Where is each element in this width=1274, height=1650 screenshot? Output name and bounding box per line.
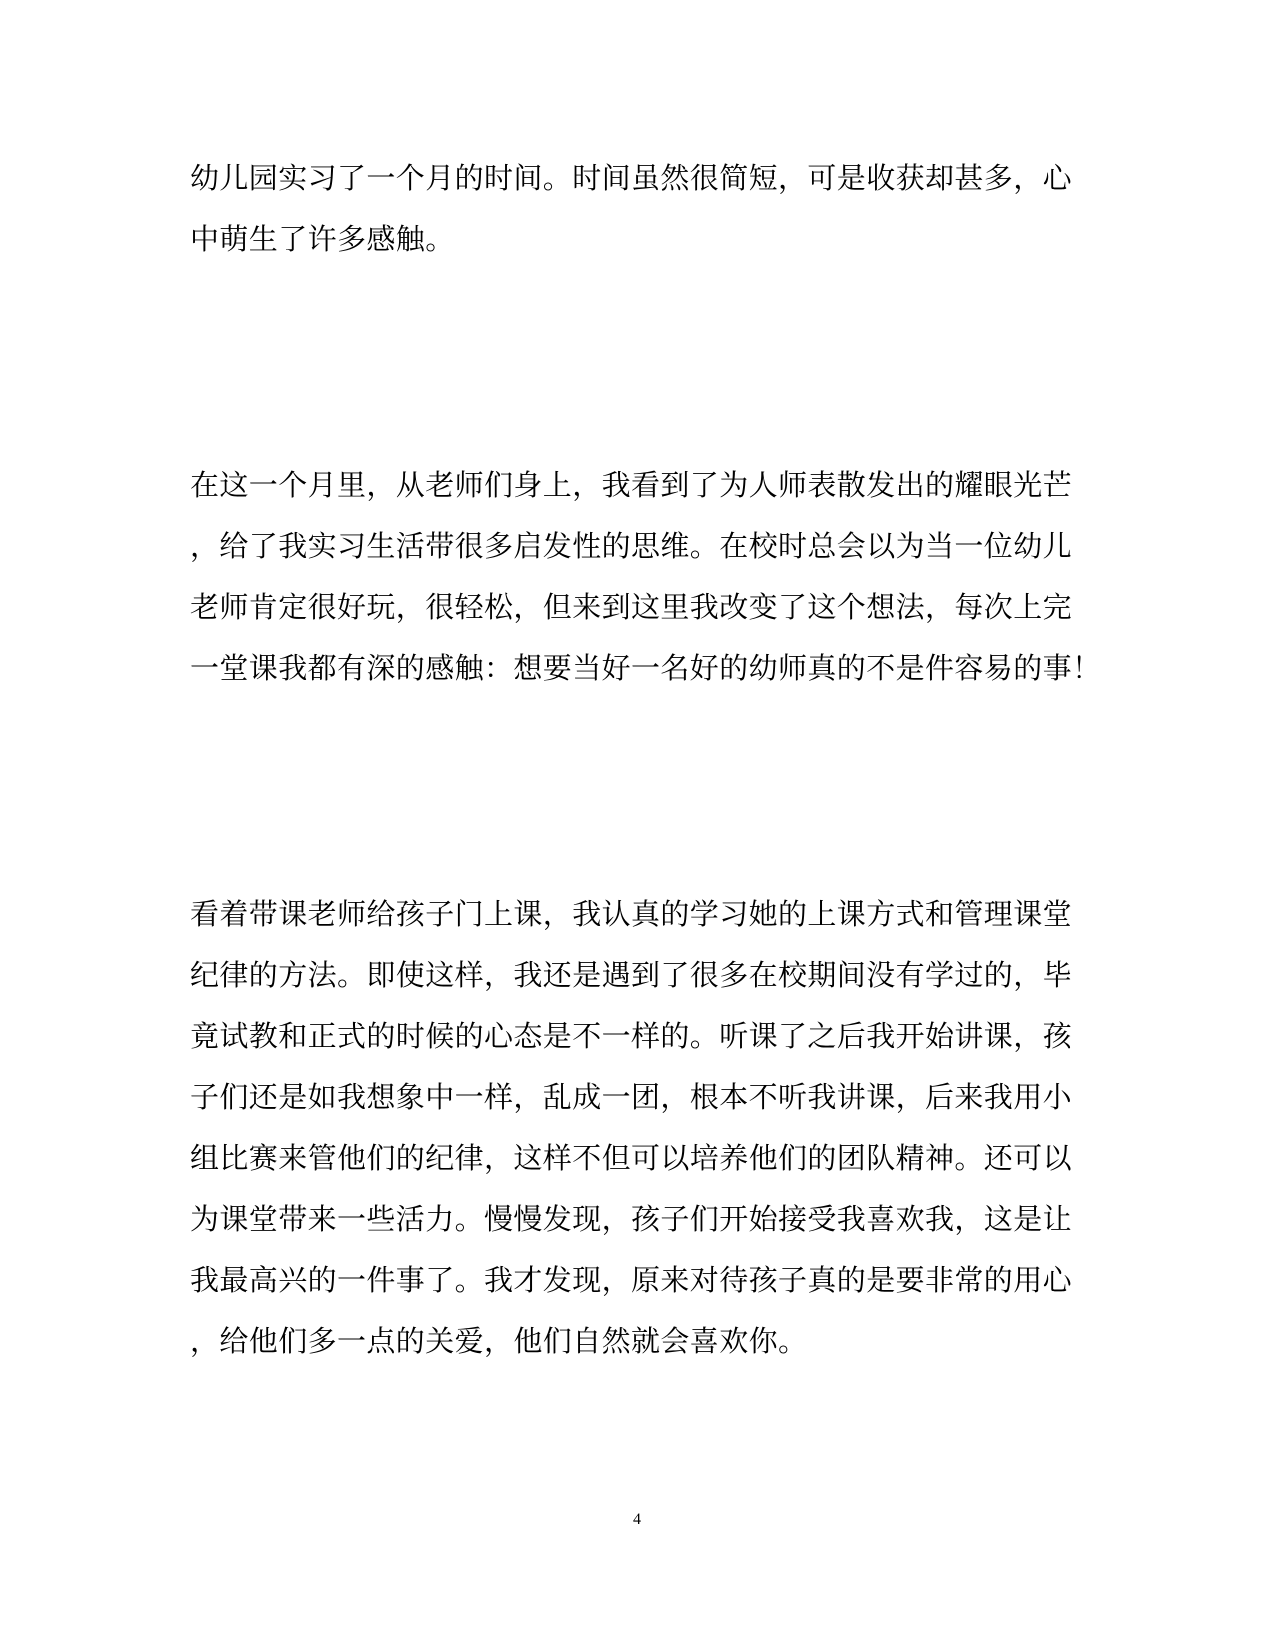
- page-number: 4: [633, 1511, 641, 1528]
- paragraph-3-line-3: 竟试教和正式的时候的心态是不一样的。听课了之后我开始讲课，孩: [190, 1019, 1073, 1053]
- paragraph-3-line-6: 为课堂带来一些活力。慢慢发现，孩子们开始接受我喜欢我，这是让: [190, 1202, 1073, 1236]
- paragraph-3-line-7: 我最高兴的一件事了。我才发现，原来对待孩子真的是要非常的用心: [190, 1263, 1073, 1297]
- paragraph-3-line-8: ，给他们多一点的关爱，他们自然就会喜欢你。: [190, 1324, 808, 1358]
- paragraph-3-line-2: 纪律的方法。即使这样，我还是遇到了很多在校期间没有学过的，毕: [190, 958, 1073, 992]
- paragraph-2-line-3: 老师肯定很好玩，很轻松，但来到这里我改变了这个想法，每次上完: [190, 590, 1073, 624]
- paragraph-2-line-2: ，给了我实习生活带很多启发性的思维。在校时总会以为当一位幼儿: [190, 529, 1073, 563]
- paragraph-3-line-5: 组比赛来管他们的纪律，这样不但可以培养他们的团队精神。还可以: [190, 1141, 1073, 1175]
- paragraph-1-line-2: 中萌生了许多感触。: [190, 222, 455, 256]
- paragraph-3-line-4: 子们还是如我想象中一样，乱成一团，根本不听我讲课，后来我用小: [190, 1080, 1073, 1114]
- paragraph-3-line-1: 看着带课老师给孩子门上课，我认真的学习她的上课方式和管理课堂: [190, 897, 1073, 931]
- paragraph-2-line-4: 一堂课我都有深的感触：想要当好一名好的幼师真的不是件容易的事！: [190, 651, 1102, 685]
- paragraph-1-line-1: 幼儿园实习了一个月的时间。时间虽然很简短，可是收获却甚多，心: [190, 161, 1073, 195]
- paragraph-2-line-1: 在这一个月里，从老师们身上，我看到了为人师表散发出的耀眼光芒: [190, 468, 1073, 502]
